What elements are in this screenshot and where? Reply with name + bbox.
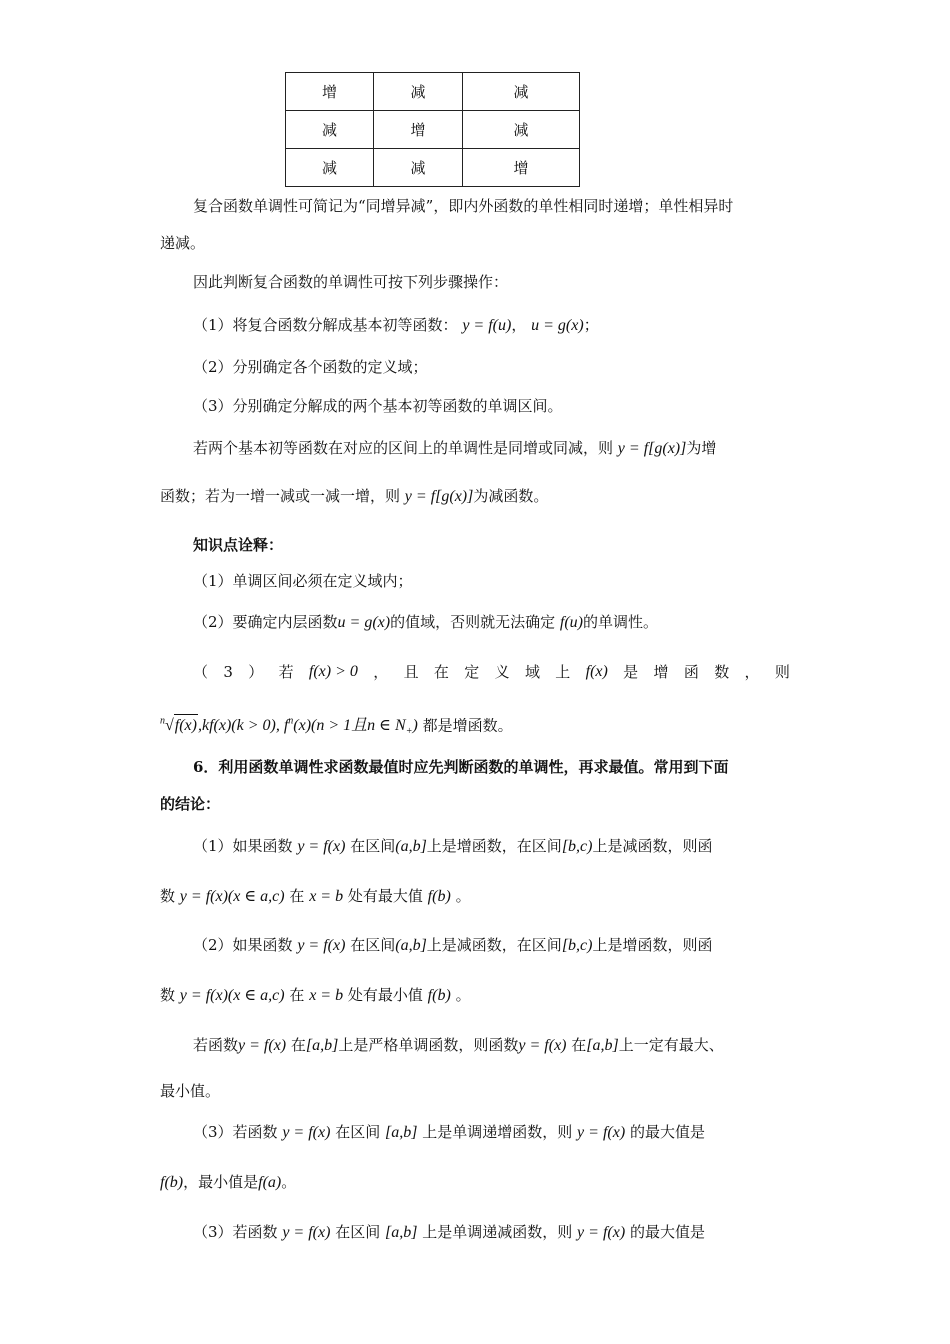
formula: y = f(x) <box>297 838 346 855</box>
paragraph-line: 若函数y = f(x) 在[a,b]上是严格单调函数，则函数y = f(x) 在[a,b]上一定有最大、 <box>193 1036 724 1054</box>
monotonicity-table <box>285 72 580 187</box>
formula: f(b) <box>427 888 451 905</box>
formula: y = f[g(x)] <box>404 488 474 505</box>
formula: f(b) <box>160 1174 184 1191</box>
table-cell: 增 <box>463 149 580 187</box>
formula: y = f(x) <box>518 1037 567 1054</box>
formula: u = g(x) <box>531 317 584 334</box>
paragraph-line: 若两个基本初等函数在对应的区间上的单调性是同增或同减，则 y = f[g(x)]为增 <box>193 439 717 457</box>
formula: (a,b] <box>395 838 427 855</box>
note-2: （2）要确定内层函数u = g(x)的值域，否则就无法确定 f(u)的单调性。 <box>193 613 659 631</box>
formula: f(x) <box>585 663 608 680</box>
formula: $^n$√f(x),kf(x)(k > 0), $f^n(x)(n > 1$且n ∈ $N_+$) <box>160 716 418 738</box>
formula: f(x) > 0 <box>308 663 358 680</box>
table-cell: 减 <box>463 73 580 111</box>
table-cell: 增 <box>286 73 374 111</box>
formula: y = f(x) <box>577 1124 626 1141</box>
formula: y = f(x) <box>297 937 346 954</box>
section-heading: 的结论： <box>160 795 221 813</box>
note-3: （ 3 ） 若 f(x) > 0 ， 且 在 定 义 域 上 f(x) 是 增 函 数 ， 则 <box>193 663 790 681</box>
conclusion-2: 数 y = f(x)(x ∈ a,c) 在 x = b 处有最小值 f(b) 。 <box>160 986 471 1004</box>
formula: y = f(x) <box>282 1224 331 1241</box>
table-cell: 减 <box>463 111 580 149</box>
formula: y = f(x)(x ∈ a,c) <box>179 888 285 905</box>
paragraph-line: 最小值。 <box>160 1082 221 1100</box>
formula: [a,b] <box>385 1224 418 1241</box>
table-cell: 减 <box>374 73 463 111</box>
formula: [a,b] <box>385 1124 418 1141</box>
table-cell: 减 <box>286 149 374 187</box>
formula: [a,b] <box>305 1037 339 1054</box>
section-title: 知识点诠释： <box>193 536 284 554</box>
paragraph-line: 复合函数单调性可简记为“同增异减”，即内外函数的单性相同时递增；单性相异时 <box>193 197 734 215</box>
section-heading: 6．利用函数单调性求函数最值时应先判断函数的单调性，再求最值。常用到下面 <box>193 758 729 776</box>
formula: y = f[g(x)] <box>617 440 687 457</box>
formula: u = g(x) <box>337 614 391 631</box>
formula: y = f(x) <box>282 1124 331 1141</box>
conclusion-4: （3）若函数 y = f(x) 在区间 [a,b] 上是单调递减函数，则 y = f(x) 的最大值是 <box>193 1223 705 1241</box>
note-3-formula: $^n$√f(x),kf(x)(k > 0), $f^n(x)(n > 1$且n ∈ $N_+$) 都是增函数。 <box>160 716 513 738</box>
step-2: （2）分别确定各个函数的定义域； <box>193 358 428 376</box>
table-row <box>286 111 580 149</box>
paragraph-line: 因此判断复合函数的单调性可按下列步骤操作： <box>193 273 509 291</box>
table-cell: 增 <box>374 111 463 149</box>
formula: y = f(x) <box>238 1037 287 1054</box>
note-1: （1）单调区间必须在定义域内； <box>193 572 413 590</box>
table-row <box>286 149 580 187</box>
table-row <box>286 73 580 111</box>
formula: [b,c) <box>561 937 593 954</box>
formula: f(b) <box>427 987 451 1004</box>
formula: x = b <box>309 987 344 1004</box>
formula: f(u) <box>559 614 584 631</box>
conclusion-3: f(b)，最小值是f(a)。 <box>160 1173 297 1191</box>
formula: x = b <box>309 888 344 905</box>
formula: f(a) <box>258 1174 282 1191</box>
formula: y = f(u) <box>462 317 512 334</box>
conclusion-1: （1）如果函数 y = f(x) 在区间(a,b]上是增函数，在区间[b,c)上是减函数，则函 <box>193 837 713 855</box>
conclusion-2: （2）如果函数 y = f(x) 在区间(a,b]上是减函数，在区间[b,c)上是增函数，则函 <box>193 936 713 954</box>
formula: y = f(x)(x ∈ a,c) <box>179 987 285 1004</box>
conclusion-1: 数 y = f(x)(x ∈ a,c) 在 x = b 处有最大值 f(b) 。 <box>160 887 471 905</box>
step-3: （3）分别确定分解成的两个基本初等函数的单调区间。 <box>193 397 563 415</box>
conclusion-3: （3）若函数 y = f(x) 在区间 [a,b] 上是单调递增函数，则 y = f(x) 的最大值是 <box>193 1123 705 1141</box>
paragraph-line: 函数；若为一增一减或一减一增，则 y = f[g(x)]为减函数。 <box>160 487 549 505</box>
formula: [b,c) <box>561 838 593 855</box>
table-cell: 减 <box>286 111 374 149</box>
formula: y = f(x) <box>577 1224 626 1241</box>
formula: [a,b] <box>586 1037 619 1054</box>
paragraph-line: 递减。 <box>160 234 206 252</box>
table-cell: 减 <box>374 149 463 187</box>
step-1: （1）将复合函数分解成基本初等函数： y = f(u)， u = g(x)； <box>193 316 599 334</box>
formula: (a,b] <box>395 937 427 954</box>
